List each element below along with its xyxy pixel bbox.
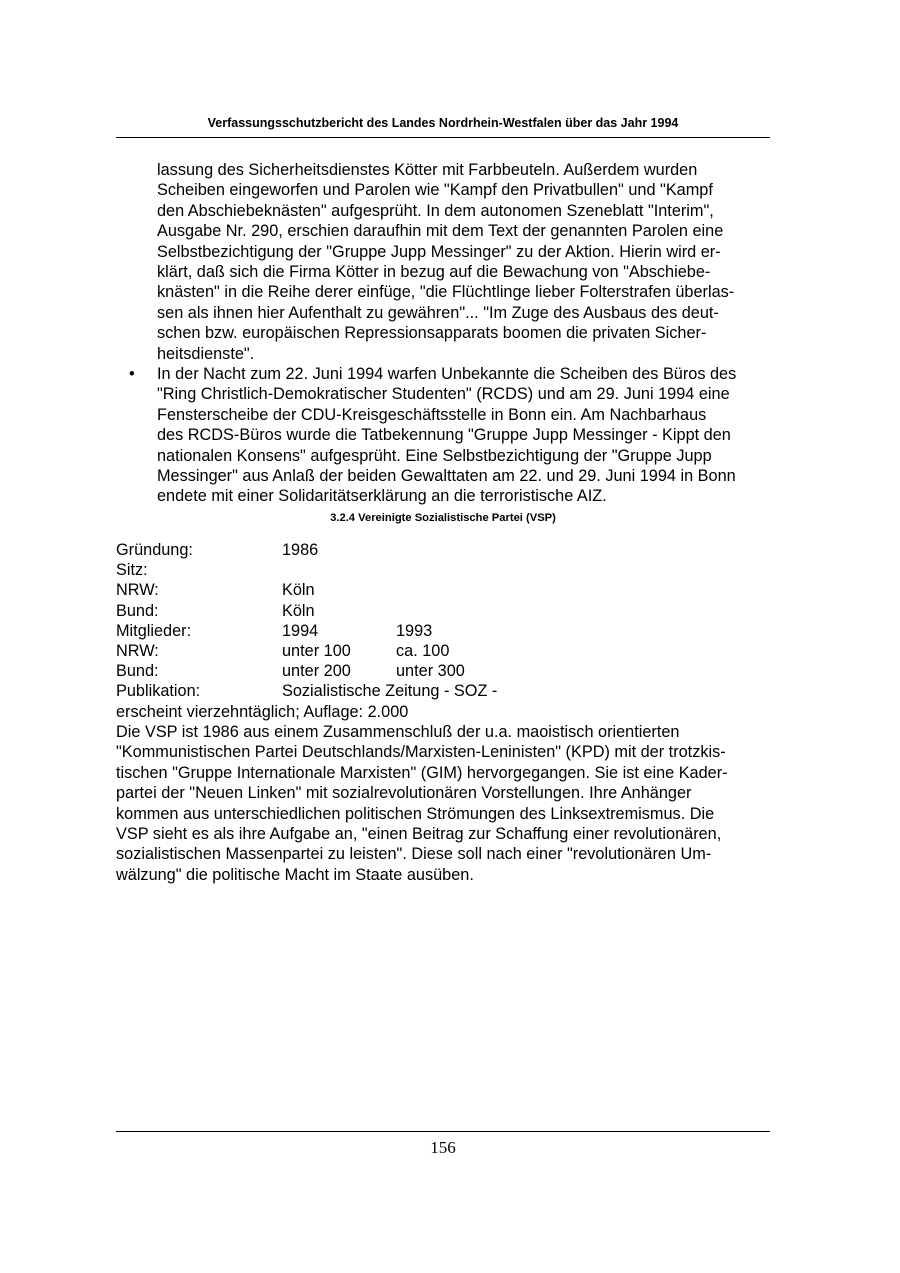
fact-value: unter 200 bbox=[282, 662, 351, 681]
fact-value: 1986 bbox=[282, 541, 319, 559]
text-line: Fensterscheibe der CDU-Kreisgeschäftsstelle in Bonn ein. Am Nachbarhaus bbox=[157, 405, 707, 424]
text-line: sozialistischen Massenpartei zu leisten". Diese soll nach einer "revolutionären Um- bbox=[116, 845, 712, 864]
bullet-item bbox=[157, 364, 777, 507]
text-line: heitsdienste". bbox=[157, 344, 255, 363]
text-line: VSP sieht es als ihre Aufgabe an, "einen Beitrag zur Schaffung einer revolutionären, bbox=[116, 825, 722, 844]
fact-value: Sozialistische Zeitung - SOZ - bbox=[282, 682, 498, 701]
fact-label: Bund: bbox=[116, 601, 159, 620]
text-line: tischen "Gruppe Internationale Marxisten" (GIM) hervorgegangen. Sie ist eine Kader- bbox=[116, 763, 728, 782]
fact-label: Publikation: bbox=[116, 682, 201, 701]
text-line: Selbstbezichtigung der "Gruppe Jupp Messinger" zu der Aktion. Hierin wird er- bbox=[157, 242, 721, 261]
text-line: wälzung" die politische Macht im Staate ausüben. bbox=[116, 865, 474, 884]
fact-value: ca. 100 bbox=[396, 641, 450, 660]
text-line: Die VSP ist 1986 aus einem Zusammenschluß der u.a. maoistisch orientierten bbox=[116, 723, 680, 741]
fact-label: NRW: bbox=[116, 581, 159, 600]
text-line: partei der "Neuen Linken" mit sozialrevolutionären Vorstellungen. Ihre Anhänger bbox=[116, 784, 692, 803]
text-line: schen bzw. europäischen Repressionsapparats boomen die privaten Sicher- bbox=[157, 324, 707, 343]
fact-label: Sitz: bbox=[116, 561, 148, 580]
section-heading: 3.2.4 Vereinigte Sozialistische Partei (VSP) bbox=[330, 512, 556, 524]
footer-rule bbox=[116, 1131, 770, 1132]
text-line: "Kommunistischen Partei Deutschlands/Marxisten-Leninisten" (KPD) mit der trotzkis- bbox=[116, 743, 726, 762]
fact-year: 1994 bbox=[282, 621, 319, 640]
text-line: knästen" in die Reihe derer einfüge, "die Flüchtlinge lieber Folterstrafen überlas- bbox=[157, 283, 735, 302]
fact-value: unter 100 bbox=[282, 641, 351, 660]
fact-value: Köln bbox=[282, 601, 315, 620]
text-line: Scheiben eingeworfen und Parolen wie "Kampf den Privatbullen" und "Kampf bbox=[157, 181, 713, 200]
text-line: Ausgabe Nr. 290, erschien daraufhin mit dem Text der genannten Parolen eine bbox=[157, 222, 724, 241]
continuation-paragraph bbox=[157, 160, 777, 364]
header-rule bbox=[116, 137, 770, 138]
fact-value: Köln bbox=[282, 581, 315, 600]
text-line: Messinger" aus Anlaß der beiden Gewalttaten am 22. und 29. Juni 1994 in Bonn bbox=[157, 467, 736, 486]
body-paragraph bbox=[116, 722, 776, 885]
text-line: nationalen Konsens" aufgesprüht. Eine Selbstbezichtigung der "Gruppe Jupp bbox=[157, 446, 712, 465]
text-line: lassung des Sicherheitsdienstes Kötter mit Farbbeuteln. Außerdem wurden bbox=[157, 161, 698, 179]
fact-label: Mitglieder: bbox=[116, 621, 192, 640]
text-line: "Ring Christlich-Demokratischer Studenten" (RCDS) und am 29. Juni 1994 eine bbox=[157, 385, 730, 404]
text-line: den Abschiebeknästen" aufgesprüht. In dem autonomen Szeneblatt "Interim", bbox=[157, 201, 714, 220]
text-line: sen als ihnen hier Aufenthalt zu gewähren"... "Im Zuge des Ausbaus des deut- bbox=[157, 303, 719, 322]
text-line: endete mit einer Solidaritätserklärung an die terroristische AIZ. bbox=[157, 487, 607, 506]
fact-year: 1993 bbox=[396, 621, 433, 640]
running-header: Verfassungsschutzbericht des Landes Nordrhein-Westfalen über das Jahr 1994 bbox=[207, 116, 679, 130]
fact-label: Gründung: bbox=[116, 541, 193, 559]
fact-note: erscheint vierzehntäglich; Auflage: 2.000 bbox=[116, 702, 409, 721]
text-line: kommen aus unterschiedlichen politischen Strömungen des Linksextremismus. Die bbox=[116, 804, 715, 823]
text-line: des RCDS-Büros wurde die Tatbekennung "Gruppe Jupp Messinger - Kippt den bbox=[157, 426, 731, 445]
fact-label: Bund: bbox=[116, 662, 159, 681]
page-number: 156 bbox=[430, 1138, 456, 1157]
fact-value: unter 300 bbox=[396, 662, 465, 681]
text-line: klärt, daß sich die Firma Kötter in bezug auf die Bewachung von "Abschiebe- bbox=[157, 263, 711, 282]
fact-label: NRW: bbox=[116, 641, 159, 660]
bullet-icon: • bbox=[129, 365, 135, 383]
text-line: In der Nacht zum 22. Juni 1994 warfen Unbekannte die Scheiben des Büros des bbox=[157, 365, 737, 383]
